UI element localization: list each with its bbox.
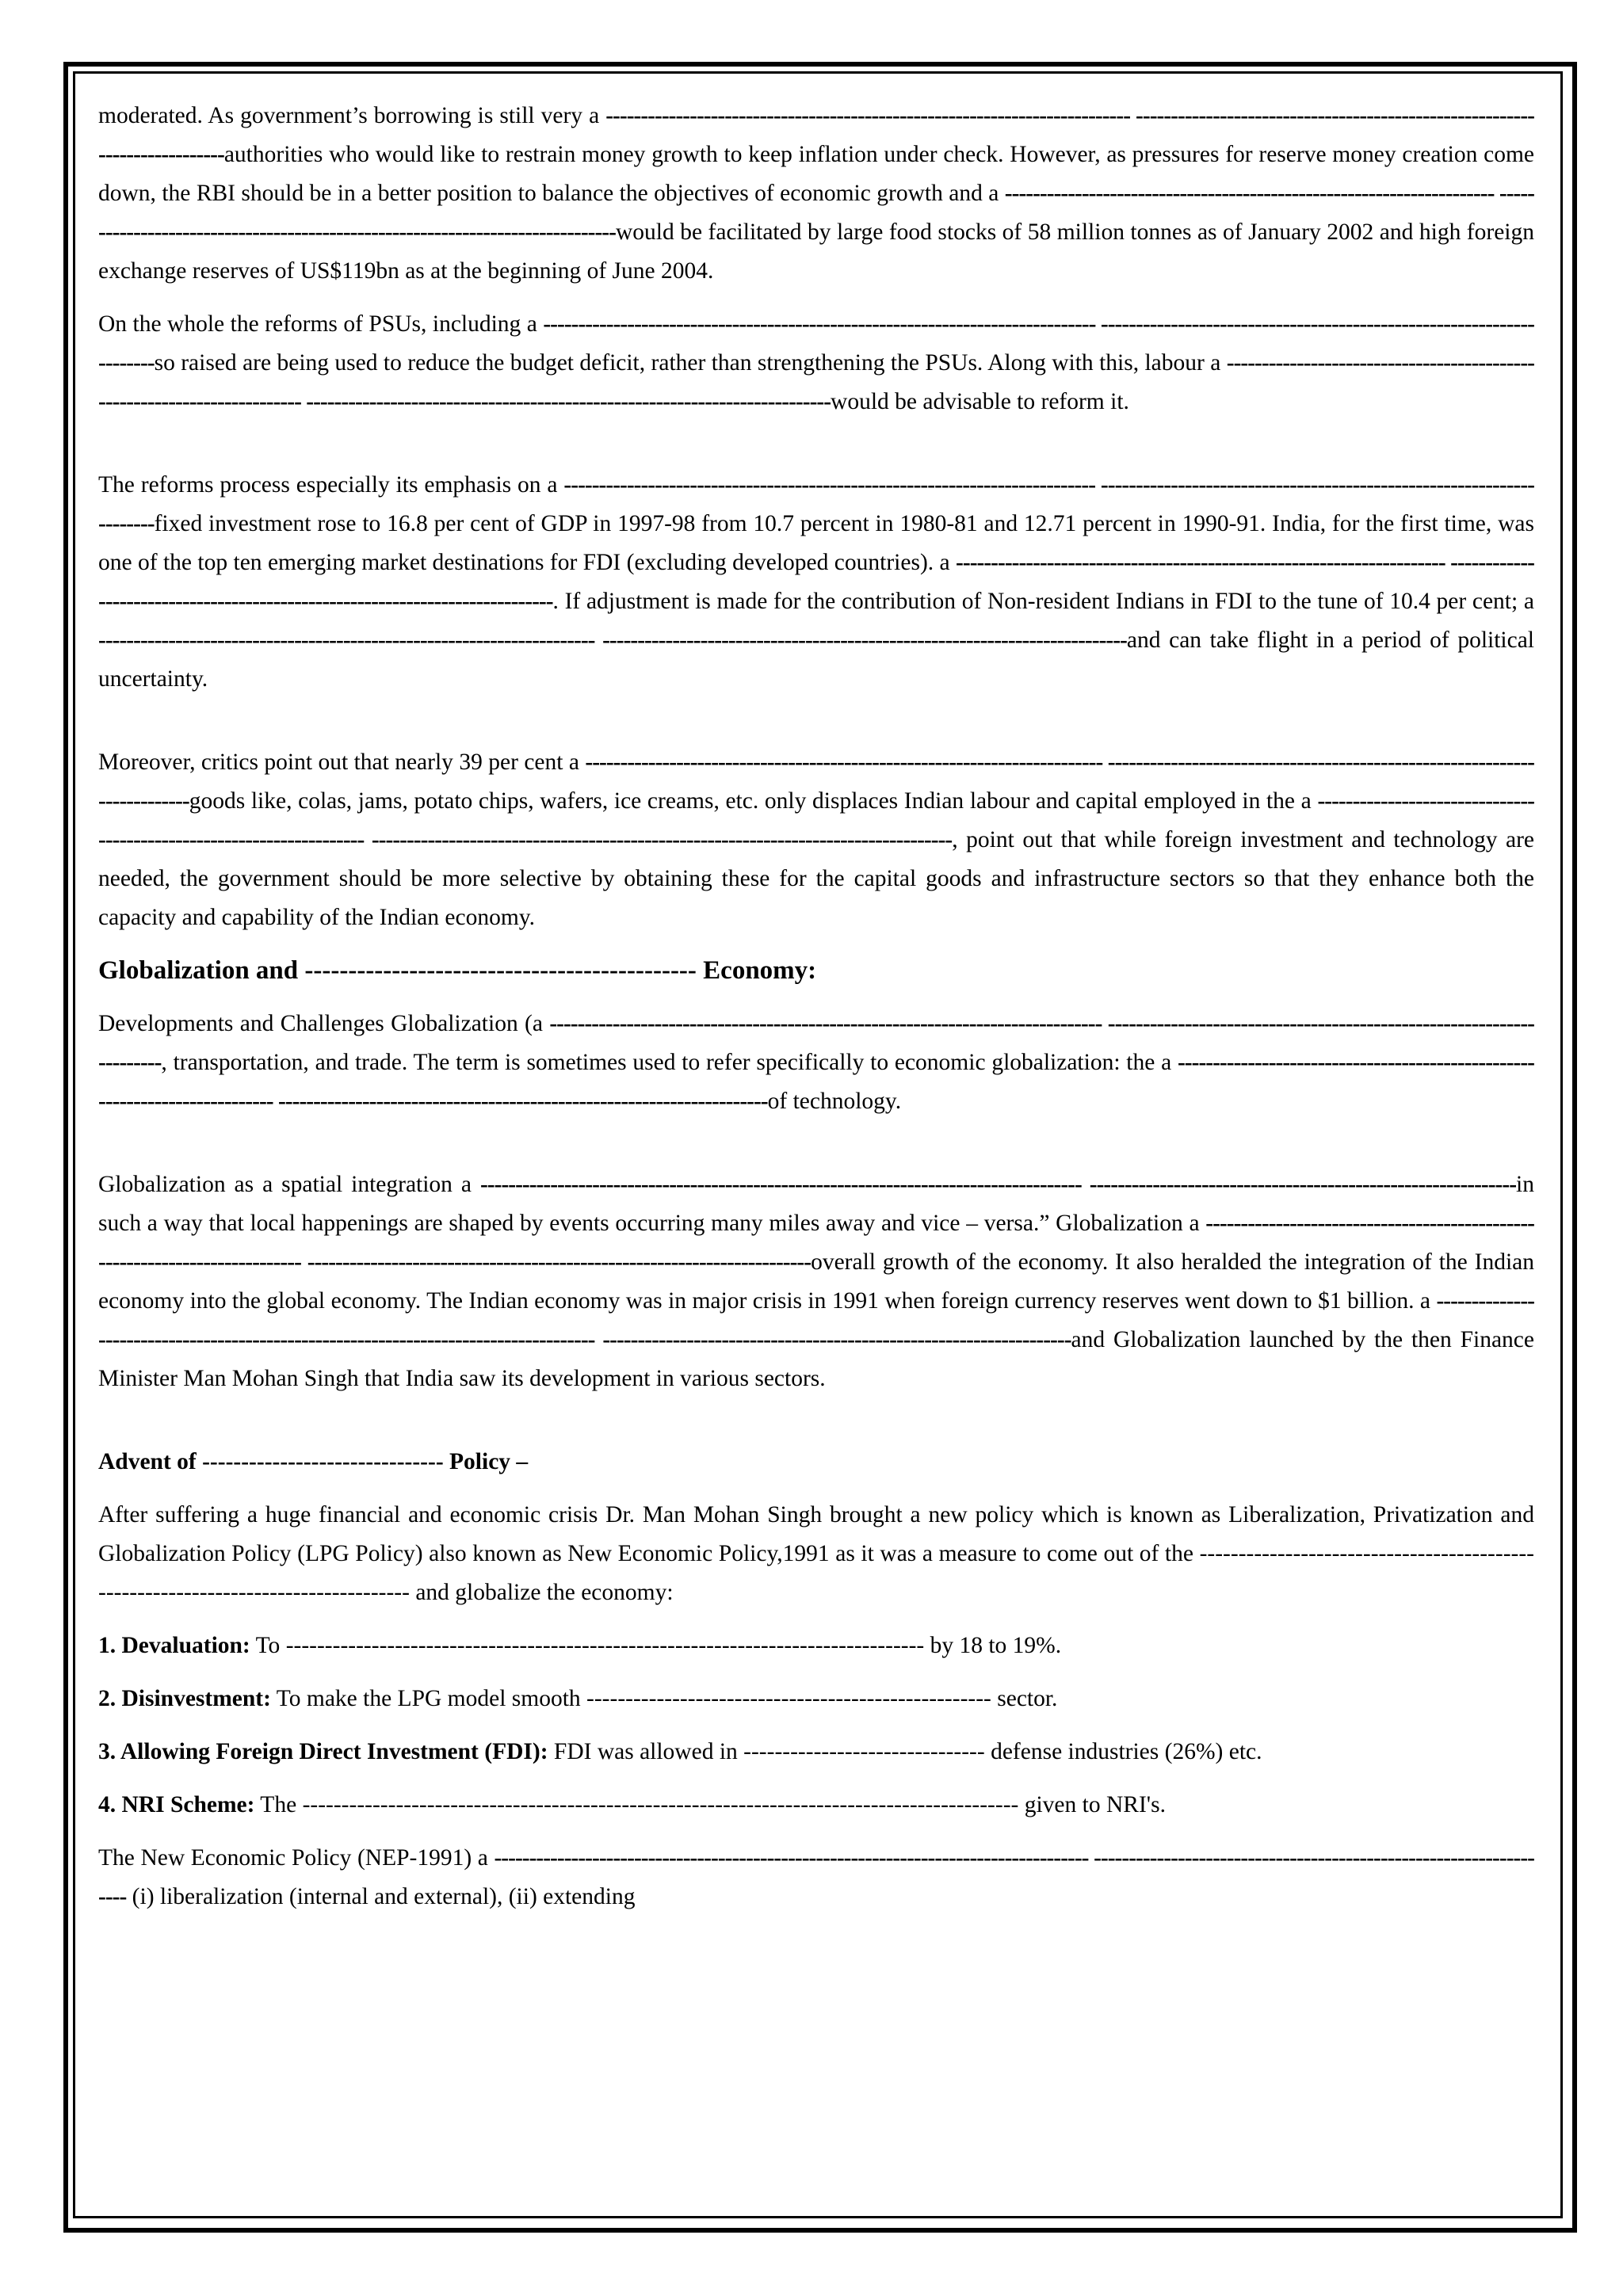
- redacted-gap: ---------------------------------------------------------------------------- ----------------------------------------------------------------------: [98, 1050, 1534, 1114]
- redacted-gap: ---------------------------------------------------------------------------- ----------------------------------------------------------------------: [98, 472, 1534, 536]
- redacted-gap: ------------------------------------------------------------------------- ---------------------------------------------------------------------------: [98, 350, 1534, 414]
- document-body: [98, 97, 1534, 2188]
- redacted-gap: ----------------------------------------------------------------------- ---------------------------------------------------------------------------: [98, 627, 1127, 653]
- paragraph-developments: Developments and Challenges Globalization (a ------------------------------------------------------------------------------- ----------------------------------------------------------------------, transportation, and trade. The term is sometimes used to refer specifically to economic globalization: the a ---------------------------------------------------------------------------- ----------------------------------------------------------------------of technology.: [98, 1011, 1534, 1114]
- redacted-gap: --------------------------------------------------------------------------------------------: [302, 1792, 1019, 1817]
- paragraph-spatial-integration: Globalization as a spatial integration a -------------------------------------------------------------------------------------- -------------------------------------------------------------in such a way that local happenings are shaped by events occurring many miles away and vice – versa.” Globalization a ---------------------------------------------------------------------------- ------------------------------------------------------------------------overall growth of the economy. It also heralded the integration of the Indian economy into the global economy. The Indian economy was in major crisis in 1991 when foreign currency reserves went down to $1 billion. a ------------------------------------------------------------------------------------- -------------------------------------------------------------------and Globalization launched by the then Finance Minister Man Mohan Singh that India saw its development in various sectors.: [98, 1172, 1534, 1391]
- paragraph-critics: Moreover, critics point out that nearly 39 per cent a -------------------------------------------------------------------------- --------------------------------------------------------------------------goods like, colas, jams, potato chips, wafers, ice creams, etc. only displaces Indian labour and capital employed in the a --------------------------------------------------------------------- -----------------------------------------------------------------------------------, point out that while foreign investment and technology are needed, the government should be more selective by obtaining these for the capital goods and infrastructure sectors so that they enhance both the capacity and capability of the Indian economy.: [98, 749, 1534, 930]
- list-item-devaluation: 1. Devaluation: To ---------------------------------------------------------------------------------- by 18 to 19%.: [98, 1633, 1062, 1658]
- redacted-gap: ------------------------------------------------------------------------------------- -------------------------------------------------------------------: [98, 1845, 1534, 1909]
- redacted-gap: ------------------------------------------------------------------------------- ----------------------------------------------------------------------: [98, 1011, 1534, 1075]
- redacted-gap: ----------------------------------------------------: [586, 1686, 991, 1711]
- redacted-gap: -----------------------------------------------------------------------------------: [98, 1541, 1534, 1605]
- paragraph-lpg-policy: After suffering a huge financial and economic crisis Dr. Man Mohan Singh brought a new policy which is known as Liberalization, Privatization and Globalization Policy (LPG Policy) also known as New Economic Policy,1991 as it was a measure to come out of the ----------------------------------------------------------------------------------- and globalize the economy:: [98, 1502, 1534, 1605]
- redacted-gap: ------------------------------------------------------------------------------------- -------------------------------------------------------------------: [98, 1288, 1534, 1352]
- redacted-gap: ---------------------------------------------------------------------------- ------------------------------------------------------------------------: [98, 1211, 1534, 1275]
- redacted-gap: ---------------------------------------------------------------------- -----------------------------------------------------------------------------: [98, 550, 1534, 614]
- paragraph-nep-1991: The New Economic Policy (NEP-1991) a ------------------------------------------------------------------------------------- ------------------------------------------------------------------- (i) liberalization (internal and external), (ii) extending: [98, 1845, 1534, 1909]
- redacted-gap: ---------------------------------------------: [304, 956, 697, 985]
- paragraph-reforms-process: The reforms process especially its emphasis on a ---------------------------------------------------------------------------- ----------------------------------------------------------------------fixed investment rose to 16.8 per cent of GDP in 1997-98 from 10.7 percent in 1980-81 and 12.71 percent in 1990-91. India, for the first time, was one of the top ten emerging market destinations for FDI (excluding developed countries). a ---------------------------------------------------------------------- -----------------------------------------------------------------------------. If adjustment is made for the contribution of Non-resident Indians in FDI to the tune of 10.4 per cent; a ----------------------------------------------------------------------- ---------------------------------------------------------------------------and can take flight in a period of political uncertainty.: [98, 472, 1534, 692]
- redacted-gap: -------------------------------: [743, 1739, 985, 1764]
- section-heading-advent: Advent of ------------------------------- Policy –: [98, 1449, 529, 1474]
- redacted-gap: --------------------------------------------------------------------- -----------------------------------------------------------------------------------: [98, 788, 1534, 852]
- list-item-nri-scheme: 4. NRI Scheme: The -------------------------------------------------------------------------------------------- given to NRI's.: [98, 1792, 1166, 1817]
- redacted-gap: -------------------------------: [202, 1449, 444, 1474]
- paragraph-monetary-policy: moderated. As government’s borrowing is still very a --------------------------------------------------------------------------- ---------------------------------------------------------------------------authorities who would like to restrain money growth to keep inflation under check. However, as pressures for reserve money creation come down, the RBI should be in a better position to balance the objectives of economic growth and a ---------------------------------------------------------------------- -------------------------------------------------------------------------------would be facilitated by large food stocks of 58 million tonnes as of January 2002 and high foreign exchange reserves of US$119bn as at the beginning of June 2004.: [98, 103, 1534, 284]
- section-heading-globalization: Globalization and --------------------------------------------- Economy:: [98, 956, 817, 985]
- redacted-gap: ---------------------------------------------------------------------- -------------------------------------------------------------------------------: [98, 181, 1534, 245]
- redacted-gap: ------------------------------------------------------------------------------- ----------------------------------------------------------------------: [98, 311, 1534, 376]
- list-item-disinvestment: 2. Disinvestment: To make the LPG model smooth ---------------------------------------------------- sector.: [98, 1686, 1058, 1711]
- list-item-fdi: 3. Allowing Foreign Direct Investment (FDI): FDI was allowed in ------------------------------- defense industries (26%) etc.: [98, 1739, 1262, 1764]
- redacted-gap: -------------------------------------------------------------------------------------- -------------------------------------------------------------: [479, 1172, 1517, 1197]
- redacted-gap: --------------------------------------------------------------------------- ---------------------------------------------------------------------------: [98, 103, 1534, 167]
- paragraph-psu-reforms: On the whole the reforms of PSUs, including a ------------------------------------------------------------------------------- ----------------------------------------------------------------------so raised are being used to reduce the budget deficit, rather than strengthening the PSUs. Along with this, labour a ------------------------------------------------------------------------- ---------------------------------------------------------------------------would be advisable to reform it.: [98, 311, 1534, 414]
- redacted-gap: ----------------------------------------------------------------------------------: [285, 1633, 925, 1658]
- redacted-gap: -------------------------------------------------------------------------- --------------------------------------------------------------------------: [98, 749, 1534, 814]
